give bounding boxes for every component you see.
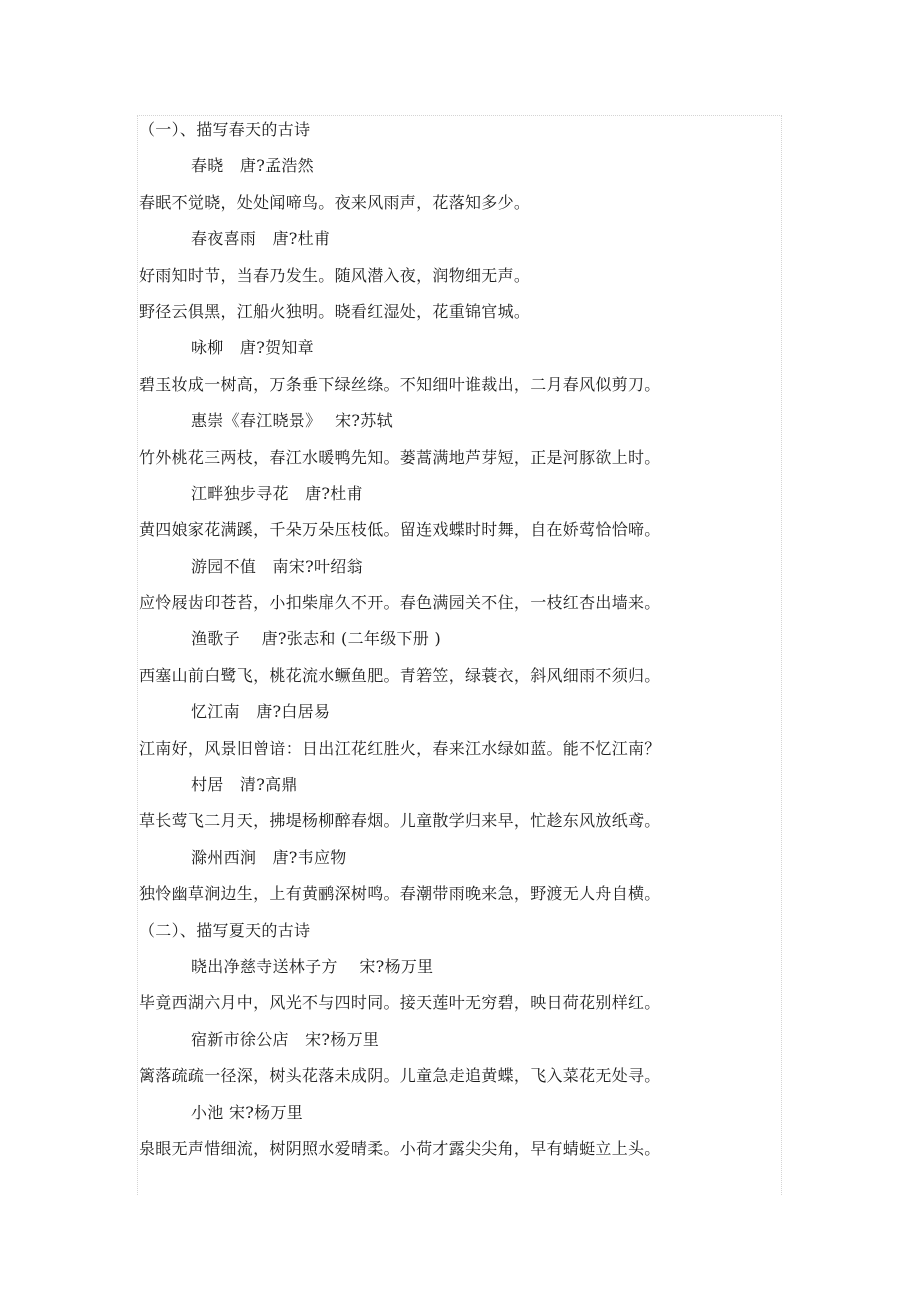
poem-line: 春眠不觉晓，处处闻啼鸟。夜来风雨声，花落知多少。 <box>139 192 531 212</box>
poem-title: 江畔独步寻花 唐?杜甫 <box>191 483 363 503</box>
poem-title: 小池 宋?杨万里 <box>191 1102 304 1122</box>
poem-line: 黄四娘家花满蹊，千朵万朵压枝低。留连戏蝶时时舞，自在娇莺恰恰啼。 <box>139 520 661 540</box>
poem-line: 江南好，风景旧曾谙：日出江花红胜火，春来江水绿如蓝。能不忆江南？ <box>139 738 661 758</box>
poem-line: 西塞山前白鹭飞，桃花流水鳜鱼肥。青箬笠，绿蓑衣，斜风细雨不须归。 <box>139 665 661 685</box>
poem-line: 独怜幽草涧边生，上有黄鹂深树鸣。春潮带雨晚来急，野渡无人舟自横。 <box>139 884 661 904</box>
poem-line: 泉眼无声惜细流，树阴照水爱晴柔。小荷才露尖尖角，早有蜻蜓立上头。 <box>139 1138 661 1158</box>
poem-title: 咏柳 唐?贺知章 <box>191 338 314 358</box>
poem-line: 应怜屐齿印苍苔，小扣柴扉久不开。春色满园关不住，一枝红杏出墙来。 <box>139 593 661 613</box>
poem-title: 滁州西涧 唐?韦应物 <box>191 847 347 867</box>
poem-title: 春夜喜雨 唐?杜甫 <box>191 229 331 249</box>
poem-document <box>139 112 779 1167</box>
poem-line: 碧玉妆成一树高，万条垂下绿丝绦。不知细叶谁裁出，二月春风似剪刀。 <box>139 374 661 394</box>
poem-title: 宿新市徐公店 宋?杨万里 <box>191 1029 380 1049</box>
poem-title: 惠崇《春江晓景》 宋?苏轼 <box>191 411 393 431</box>
poem-title: 春晓 唐?孟浩然 <box>191 156 314 176</box>
poem-line: 毕竟西湖六月中，风光不与四时同。接天莲叶无穷碧，映日荷花别样红。 <box>139 993 661 1013</box>
section-heading: （二）、描写夏天的古诗 <box>139 920 311 940</box>
poem-line: 篱落疏疏一径深，树头花落未成阴。儿童急走追黄蝶，飞入菜花无处寻。 <box>139 1066 661 1086</box>
poem-title: 村居 清?高鼎 <box>191 775 298 795</box>
poem-line: 草长莺飞二月天，拂堤杨柳醉春烟。儿童散学归来早，忙趁东风放纸鸢。 <box>139 811 661 831</box>
section-heading: （一）、描写春天的古诗 <box>139 120 311 139</box>
poem-title: 渔歌子 唐?张志和 (二年级下册 ) <box>191 629 442 649</box>
poem-title: 游园不值 南宋?叶绍翁 <box>191 556 363 576</box>
poem-line: 好雨知时节，当春乃发生。随风潜入夜，润物细无声。 <box>139 265 531 285</box>
poem-title: 晓出净慈寺送林子方 宋?杨万里 <box>191 956 434 976</box>
poem-title: 忆江南 唐?白居易 <box>191 702 331 722</box>
poem-line: 竹外桃花三两枝，春江水暖鸭先知。蒌蒿满地芦芽短，正是河豚欲上时。 <box>139 447 661 467</box>
poem-line: 野径云俱黑，江船火独明。晓看红湿处，花重锦官城。 <box>139 301 531 321</box>
